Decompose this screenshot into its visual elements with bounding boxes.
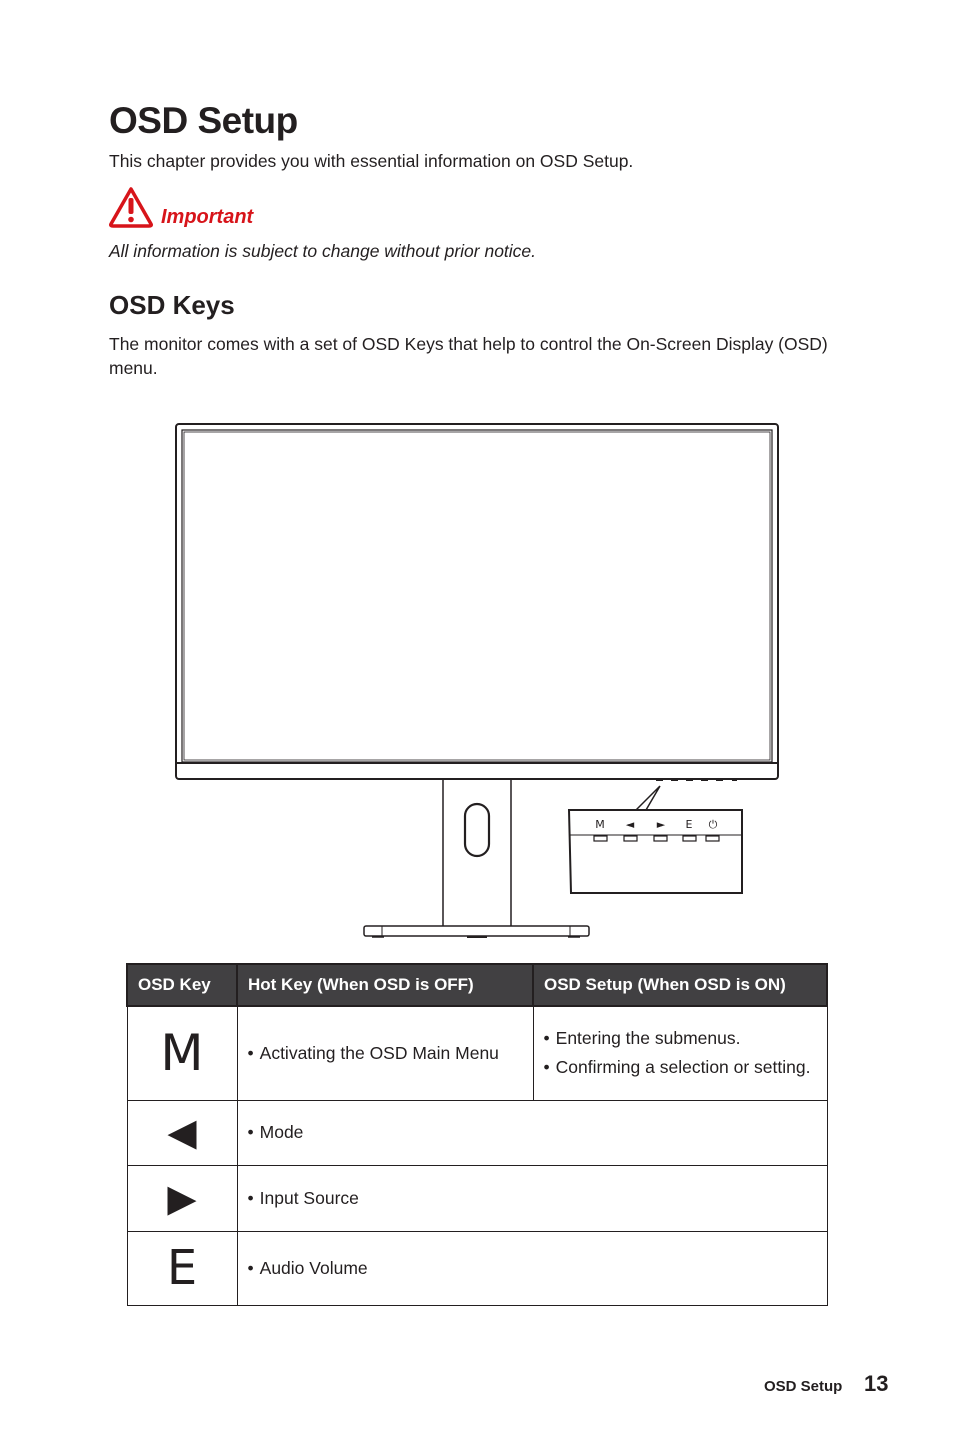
hotkey-text: Activating the OSD Main Menu xyxy=(259,1042,499,1063)
important-text: All information is subject to change without prior notice. xyxy=(109,241,537,261)
e-key-icon: E xyxy=(166,1240,198,1296)
table-row xyxy=(127,1165,827,1231)
callout-key-power: ⏻ xyxy=(708,818,718,831)
key-left-cell xyxy=(127,1100,237,1165)
table-header-row xyxy=(127,964,827,1006)
warning-icon xyxy=(108,186,154,228)
table-row xyxy=(127,1231,827,1305)
key-m-cell xyxy=(127,1006,237,1100)
callout-key-right: ► xyxy=(656,818,666,831)
setup-text: Confirming a selection or setting. xyxy=(555,1057,811,1078)
callout-key-m: M xyxy=(595,818,605,831)
table-row xyxy=(127,1006,827,1100)
right-arrow-icon: ▶ xyxy=(167,1177,197,1220)
hotkey-cell: • Audio Volume xyxy=(237,1231,827,1305)
callout-key-e: E xyxy=(685,818,693,831)
left-arrow-icon: ◀ xyxy=(167,1112,197,1154)
intro-text: This chapter provides you with essential information on OSD Setup. xyxy=(109,151,634,171)
page-title: OSD Setup xyxy=(109,100,298,141)
hotkey-cell: • Activating the OSD Main Menu xyxy=(237,1006,533,1100)
setup-cell: • Entering the submenus. • Confirming a selection or setting. xyxy=(533,1006,827,1100)
callout-key-left: ◄ xyxy=(625,818,635,831)
stand-base xyxy=(364,926,589,936)
key-right-cell xyxy=(127,1165,237,1231)
hotkey-text: Mode xyxy=(259,1122,304,1142)
hotkey-cell: • Mode xyxy=(237,1100,827,1165)
header-hot-key: Hot Key (When OSD is OFF) xyxy=(237,964,533,1006)
page-number: 13 xyxy=(864,1371,889,1396)
header-osd-key: OSD Key xyxy=(127,964,237,1006)
section-paragraph: The monitor comes with a set of OSD Keys that help to control the On-Screen Display (OSD) menu. xyxy=(109,334,828,378)
osd-keys-table xyxy=(126,963,828,1306)
monitor-screen xyxy=(182,430,772,762)
hotkey-text: Input Source xyxy=(259,1187,359,1208)
hotkey-cell: • Input Source xyxy=(237,1165,827,1231)
monitor-frame xyxy=(176,424,778,779)
m-key-icon: M xyxy=(160,1024,204,1083)
section-heading: OSD Keys xyxy=(109,290,235,320)
important-label: Important xyxy=(161,206,254,228)
table-row xyxy=(127,1100,827,1165)
monitor-diagram xyxy=(160,418,800,948)
header-osd-setup: OSD Setup (When OSD is ON) xyxy=(533,964,827,1006)
footer-section-label: OSD Setup xyxy=(764,1378,843,1395)
key-e-cell xyxy=(127,1231,237,1305)
cable-hole xyxy=(465,804,489,856)
hotkey-text: Audio Volume xyxy=(259,1257,368,1278)
setup-text: Entering the submenus. xyxy=(555,1028,741,1049)
